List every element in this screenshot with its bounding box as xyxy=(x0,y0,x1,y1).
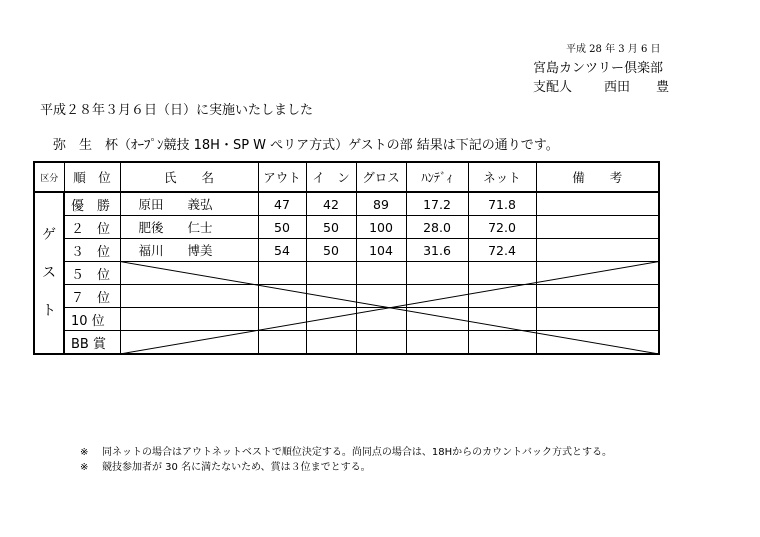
handicap-cell xyxy=(406,331,468,355)
out-cell xyxy=(258,285,306,308)
manager-name: 西田 豊 xyxy=(604,80,670,95)
gross-cell: 104 xyxy=(356,239,406,262)
family-name: 肥後 xyxy=(138,220,164,235)
in-cell xyxy=(306,308,356,331)
header-out: アウト xyxy=(258,162,306,192)
header-category: 区分 xyxy=(34,162,64,192)
table-row xyxy=(34,216,659,239)
family-name: 福川 xyxy=(138,243,164,258)
name-cell xyxy=(120,308,258,331)
remarks-cell xyxy=(536,285,659,308)
net-cell xyxy=(468,308,536,331)
category-char: ス xyxy=(42,265,56,281)
name-cell xyxy=(120,331,258,355)
in-cell: 50 xyxy=(306,216,356,239)
name-cell xyxy=(120,285,258,308)
name-cell xyxy=(120,216,258,239)
table-row xyxy=(34,331,659,355)
remarks-cell xyxy=(536,192,659,216)
in-cell xyxy=(306,331,356,355)
given-name: 博美 xyxy=(187,243,213,258)
gross-cell xyxy=(356,308,406,331)
handicap-cell: 31.6 xyxy=(406,239,468,262)
handicap-cell: 17.2 xyxy=(406,192,468,216)
header-gross: グロス xyxy=(356,162,406,192)
event-description: 弥 生 杯（ｵｰﾌﾟﾝ競技 18H・SP W ぺリア方式）ゲストの部 結果は下記の通りです。 xyxy=(53,138,559,153)
remarks-cell xyxy=(536,262,659,285)
rank-cell: 優 勝 xyxy=(64,192,120,216)
footnote-mark: ※ xyxy=(80,462,89,473)
out-cell xyxy=(258,331,306,355)
category-char: ト xyxy=(42,303,56,319)
out-cell: 47 xyxy=(258,192,306,216)
out-cell xyxy=(258,308,306,331)
header-handicap: ﾊﾝﾃﾞｨ xyxy=(406,162,468,192)
gross-cell: 100 xyxy=(356,216,406,239)
name-cell xyxy=(120,262,258,285)
out-cell: 54 xyxy=(258,239,306,262)
manager-title: 支配人 xyxy=(533,80,573,95)
rank-cell: ２ 位 xyxy=(64,216,120,239)
rank-cell: ７ 位 xyxy=(64,285,120,308)
gross-cell xyxy=(356,262,406,285)
remarks-cell xyxy=(536,308,659,331)
remarks-cell xyxy=(536,239,659,262)
header-net: ネット xyxy=(468,162,536,192)
table-row xyxy=(34,239,659,262)
in-cell: 42 xyxy=(306,192,356,216)
club-name: 宮島カンツリー倶楽部 xyxy=(533,61,664,76)
header-remarks: 備 考 xyxy=(536,162,659,192)
gross-cell: 89 xyxy=(356,192,406,216)
gross-cell xyxy=(356,285,406,308)
name-cell xyxy=(120,239,258,262)
handicap-cell xyxy=(406,285,468,308)
category-cell xyxy=(34,192,64,354)
remarks-cell xyxy=(536,216,659,239)
net-cell xyxy=(468,331,536,355)
net-cell xyxy=(468,262,536,285)
handicap-cell: 28.0 xyxy=(406,216,468,239)
table-row xyxy=(34,285,659,308)
gross-cell xyxy=(356,331,406,355)
handicap-cell xyxy=(406,308,468,331)
header-rank: 順 位 xyxy=(64,162,120,192)
category-char: ゲ xyxy=(42,227,56,243)
rank-cell: BB 賞 xyxy=(64,331,120,355)
document-date: 平成 28 年 3 月 6 日 xyxy=(566,44,661,55)
rank-cell: ３ 位 xyxy=(64,239,120,262)
footnote-text: 同ネットの場合はアウトネットベストで順位決定する。尚同点の場合は、18Hからのカウントバック方式とする。 xyxy=(102,447,612,458)
footnote-mark: ※ xyxy=(80,447,89,458)
footnote xyxy=(80,443,612,458)
out-cell: 50 xyxy=(258,216,306,239)
table-row xyxy=(34,262,659,285)
net-cell: 72.4 xyxy=(468,239,536,262)
in-cell xyxy=(306,285,356,308)
remarks-cell xyxy=(536,331,659,355)
in-cell xyxy=(306,262,356,285)
results-table xyxy=(33,161,660,355)
header-name: 氏 名 xyxy=(120,162,258,192)
table-row xyxy=(34,192,659,216)
given-name: 仁士 xyxy=(187,220,213,235)
in-cell: 50 xyxy=(306,239,356,262)
net-cell xyxy=(468,285,536,308)
out-cell xyxy=(258,262,306,285)
footnote xyxy=(80,458,371,473)
net-cell: 71.8 xyxy=(468,192,536,216)
name-cell xyxy=(120,192,258,216)
handicap-cell xyxy=(406,262,468,285)
family-name: 原田 xyxy=(138,197,164,212)
footnote-text: 競技参加者が 30 名に満たないため、賞は３位までとする。 xyxy=(102,462,371,473)
net-cell: 72.0 xyxy=(468,216,536,239)
given-name: 義弘 xyxy=(187,197,213,212)
table-row xyxy=(34,308,659,331)
rank-cell: ５ 位 xyxy=(64,262,120,285)
event-date-line: 平成２８年３月６日（日）に実施いたしました xyxy=(40,103,314,118)
header-row xyxy=(34,162,659,192)
rank-cell: 10 位 xyxy=(64,308,120,331)
header-in: イ ン xyxy=(306,162,356,192)
